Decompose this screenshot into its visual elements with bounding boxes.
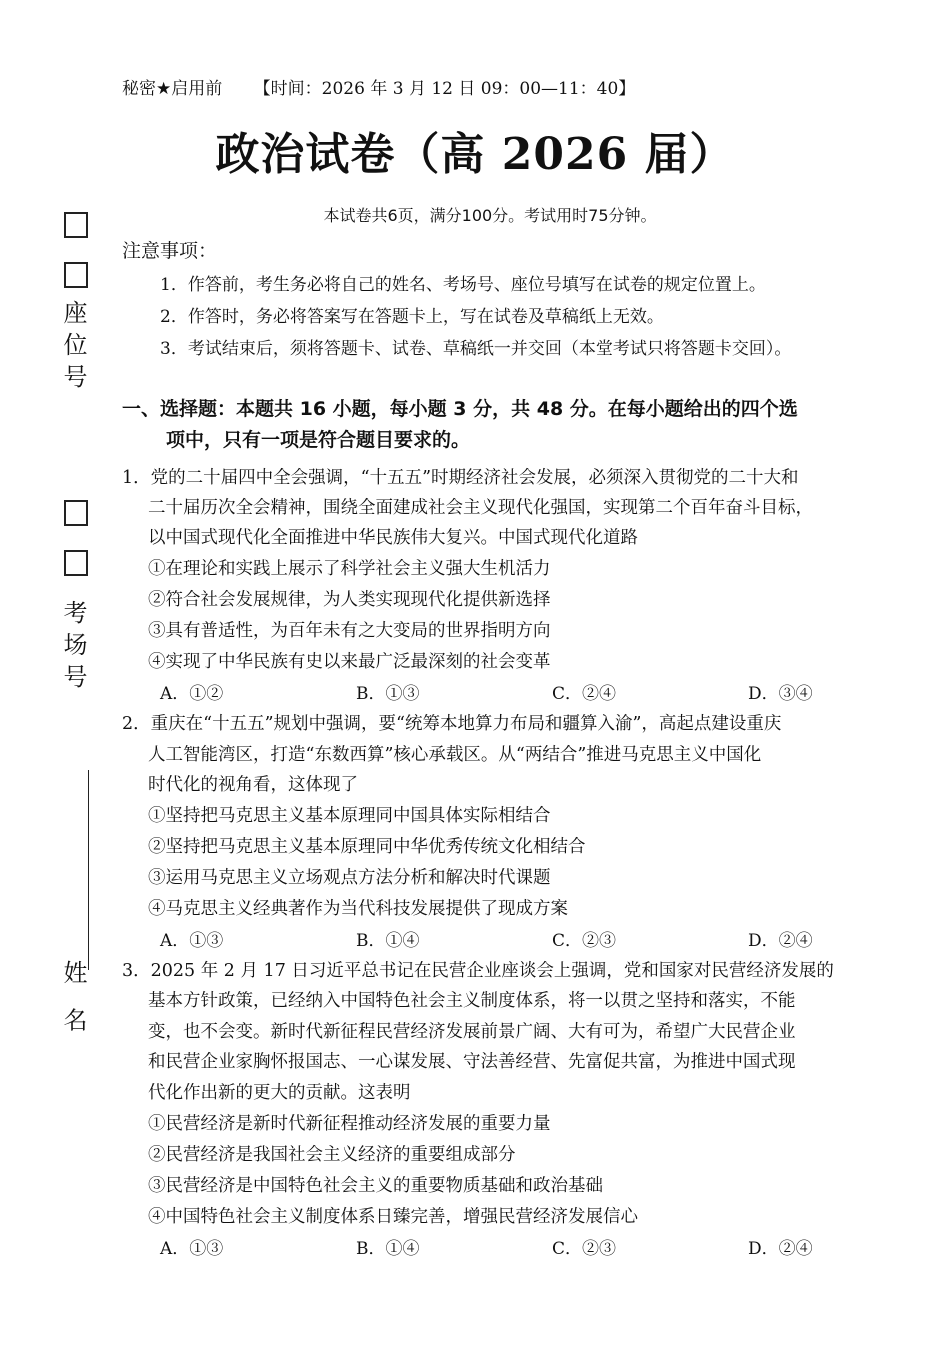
room-number-label: 考场号 <box>59 600 87 696</box>
section-heading-line1: 一、选择题：本题共 16 小题，每小题 3 分，共 48 分。在每小题给出的四个选 <box>122 398 798 420</box>
q3-stem-line: 和民营企业家胸怀报国志、一心谋发展、守法善经营、先富促共富，为推进中国式现 <box>148 1052 796 1072</box>
q1-stem-line: 二十届历次全会精神，围绕全面建成社会主义现代化强国，实现第二个百年奋斗目标， <box>148 498 813 518</box>
q2-option-d[interactable]: D．②④ <box>748 931 813 951</box>
q3-stem-line: 代化作出新的更大的贡献。这表明 <box>148 1083 411 1103</box>
exam-time: 【时间：2026 年 3 月 12 日 09：00—11：40】 <box>253 79 636 99</box>
q2-option-b[interactable]: B．①④ <box>356 931 420 951</box>
q1-item: ③具有普适性，为百年未有之大变局的世界指明方向 <box>148 621 551 641</box>
page-title: 政治试卷（高 2026 届） <box>215 129 735 180</box>
q3-option-c[interactable]: C．②③ <box>552 1239 617 1259</box>
q3-stem-line: 基本方针政策，已经纳入中国特色社会主义制度体系，将一以贯之坚持和落实，不能 <box>148 991 796 1011</box>
q2-stem-line: 2．重庆在“十五五”规划中强调，要“统筹本地算力布局和疆算入渝”，高起点建设重庆 <box>122 714 782 734</box>
q1-stem-line: 1．党的二十届四中全会强调，“十五五”时期经济社会发展，必须深入贯彻党的二十大和 <box>122 468 799 488</box>
seat-number-label: 座位号 <box>59 300 87 396</box>
section-heading <box>122 394 892 456</box>
q3-item: ①民营经济是新时代新征程推动经济发展的重要力量 <box>148 1114 551 1134</box>
q1-option-c[interactable]: C．②④ <box>552 684 617 704</box>
q1-option-a[interactable]: A．①② <box>160 684 224 704</box>
q1-item: ④实现了中华民族有史以来最广泛最深刻的社会变革 <box>148 652 551 672</box>
notice-item: 2．作答时，务必将答案写在答题卡上，写在试卷及草稿纸上无效。 <box>160 307 664 327</box>
q1-stem-line: 以中国式现代化全面推进中华民族伟大复兴。中国式现代化道路 <box>148 528 638 548</box>
notice-title: 注意事项： <box>122 240 218 262</box>
q3-item: ④中国特色社会主义制度体系日臻完善，增强民营经济发展信心 <box>148 1207 638 1227</box>
q3-option-a[interactable]: A．①③ <box>160 1239 224 1259</box>
q2-item: ④马克思主义经典著作为当代科技发展提供了现成方案 <box>148 899 568 919</box>
q3-stem-line: 变，也不会变。新时代新征程民营经济发展前景广阔、大有可为，希望广大民营企业 <box>148 1022 796 1042</box>
section-heading-line2: 项中，只有一项是符合题目要求的。 <box>166 429 471 451</box>
q2-stem-line: 人工智能湾区，打造“东数西算”核心承载区。从“两结合”推进马克思主义中国化 <box>148 745 762 765</box>
q1-option-d[interactable]: D．③④ <box>748 684 813 704</box>
q2-option-a[interactable]: A．①③ <box>160 931 224 951</box>
q2-item: ③运用马克思主义立场观点方法分析和解决时代课题 <box>148 868 551 888</box>
q3-item: ③民营经济是中国特色社会主义的重要物质基础和政治基础 <box>148 1176 603 1196</box>
q2-item: ②坚持把马克思主义基本原理同中华优秀传统文化相结合 <box>148 837 586 857</box>
notice-item: 1．作答前，考生务必将自己的姓名、考场号、座位号填写在试卷的规定位置上。 <box>160 275 766 295</box>
q2-item: ①坚持把马克思主义基本原理同中国具体实际相结合 <box>148 806 551 826</box>
q1-item: ①在理论和实践上展示了科学社会主义强大生机活力 <box>148 559 551 579</box>
seat-box-2[interactable] <box>64 262 88 288</box>
name-underline[interactable] <box>88 770 89 970</box>
q3-option-d[interactable]: D．②④ <box>748 1239 813 1259</box>
exam-header <box>122 74 635 99</box>
q2-option-c[interactable]: C．②③ <box>552 931 617 951</box>
exam-intro: 本试卷共6页，满分100分。考试用时75分钟。 <box>323 206 657 225</box>
q3-item: ②民营经济是我国社会主义经济的重要组成部分 <box>148 1145 516 1165</box>
q3-option-b[interactable]: B．①④ <box>356 1239 420 1259</box>
q2-stem-line: 时代化的视角看，这体现了 <box>148 775 358 795</box>
secret-mark: 秘密★启用前 <box>122 79 223 99</box>
q1-item: ②符合社会发展规律，为人类实现现代化提供新选择 <box>148 590 551 610</box>
q3-stem-line: 3．2025 年 2 月 17 日习近平总书记在民营企业座谈会上强调，党和国家对民营经济发展的 <box>122 961 834 981</box>
room-box-2[interactable] <box>64 550 88 576</box>
notice-item: 3．考试结束后，须将答题卡、试卷、草稿纸一并交回（本堂考试只将答题卡交回）。 <box>160 339 792 359</box>
room-box-1[interactable] <box>64 500 88 526</box>
name-label: 姓 名 <box>59 960 87 1040</box>
q1-option-b[interactable]: B．①③ <box>356 684 420 704</box>
